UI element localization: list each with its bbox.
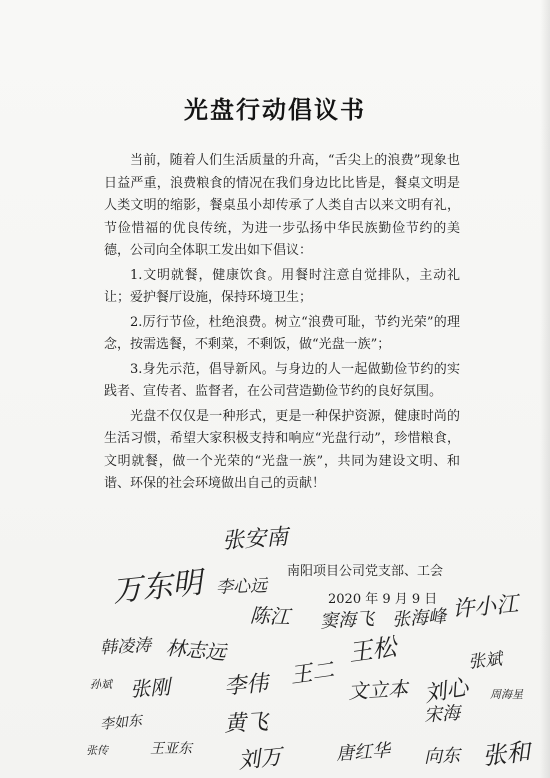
handwritten-signature: 窦海飞 bbox=[319, 608, 375, 633]
handwritten-signature: 万东明 bbox=[110, 565, 204, 610]
signature-date: 2020 年 9 月 9 日 bbox=[328, 592, 438, 607]
handwritten-signature: 张斌 bbox=[467, 649, 504, 673]
handwritten-signature: 王亚东 bbox=[150, 741, 192, 757]
document-body bbox=[104, 150, 460, 498]
handwritten-signature: 孙斌 bbox=[90, 678, 112, 691]
handwritten-signature: 张安南 bbox=[221, 524, 289, 555]
handwritten-signature: 陈江 bbox=[249, 602, 291, 630]
handwritten-signature: 黄飞 bbox=[223, 709, 269, 738]
handwritten-signature: 向东 bbox=[423, 745, 461, 768]
document-title: 光盘行动倡议书 bbox=[184, 96, 366, 124]
handwritten-signature: 王松 bbox=[346, 632, 399, 668]
handwritten-signature: 李心远 bbox=[215, 576, 268, 598]
handwritten-signature: 李如东 bbox=[99, 712, 143, 734]
handwritten-signature: 王二 bbox=[288, 658, 336, 689]
handwritten-signature: 刘万 bbox=[237, 744, 284, 775]
proposal-item-2: 2.厉行节俭，杜绝浪费。树立“浪费可耻，节约光荣”的理念，按需选餐，不剩菜，不剩饭，做“光盘一族”； bbox=[104, 314, 460, 352]
handwritten-signature: 周海星 bbox=[490, 688, 523, 701]
handwritten-signature: 张海峰 bbox=[391, 606, 447, 631]
handwritten-signature: 张刚 bbox=[129, 674, 171, 702]
proposal-item-1: 1.文明就餐，健康饮食。用餐时注意自觉排队，主动礼让；爱护餐厅设施，保持环境卫生； bbox=[104, 267, 460, 305]
handwritten-signature: 韩凌涛 bbox=[99, 635, 152, 659]
handwritten-signature: 林志远 bbox=[164, 635, 227, 665]
handwritten-signature: 宋海 bbox=[423, 702, 461, 727]
handwritten-signature: 刘心 bbox=[422, 675, 471, 708]
signature-organization: 南阳项目公司党支部、工会 bbox=[287, 564, 444, 579]
closing-paragraph: 光盘不仅仅是一种形式，更是一种保护资源，健康时尚的生活习惯，希望大家积极支持和响应“光盘行动”，珍惜粮食，文明就餐，做一个光荣的“光盘一族”，共同为建设文明、和谐、环保的社会环境做出自己的贡献！ bbox=[104, 408, 460, 491]
handwritten-signature: 张和 bbox=[480, 737, 532, 771]
handwritten-signature: 张传 bbox=[86, 744, 108, 757]
handwritten-signature: 唐红华 bbox=[335, 740, 391, 765]
handwritten-signature: 文立本 bbox=[347, 676, 409, 704]
intro-paragraph: 当前，随着人们生活质量的升高，“舌尖上的浪费”现象也日益严重，浪费粮食的情况在我们身边比比皆是，餐桌文明是人类文明的缩影，餐桌虽小却传承了人类自古以来文明有礼，节俭惜福的优良传统，为进一步弘扬中华民族勤俭节约的美德，公司向全体职工发出如下倡议： bbox=[104, 153, 460, 258]
handwritten-signature: 许小江 bbox=[451, 592, 520, 623]
proposal-item-3: 3.身先示范，倡导新风。与身边的人一起做勤俭节约的实践者、宣传者、监督者，在公司营造勤俭节约的良好氛围。 bbox=[104, 361, 460, 399]
handwritten-signature: 李伟 bbox=[223, 671, 270, 700]
